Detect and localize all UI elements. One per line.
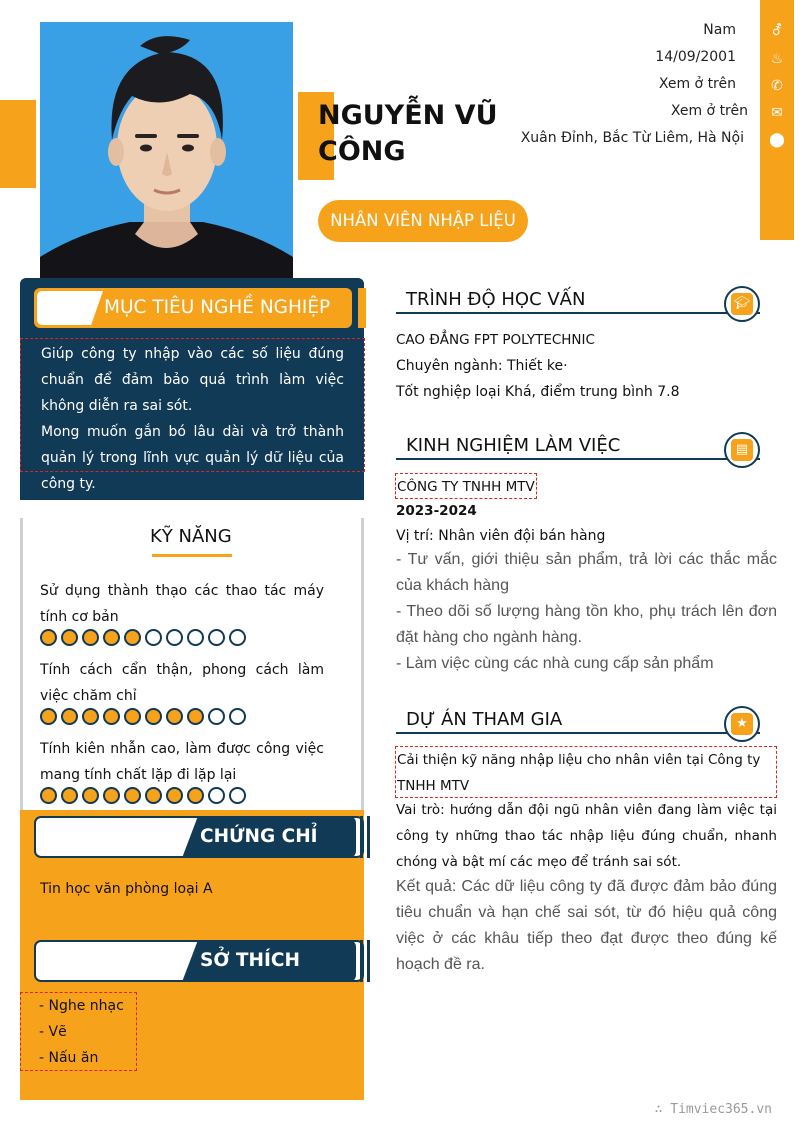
graduation-cap-icon: 🎓︎ xyxy=(724,286,760,322)
rating-dot-filled xyxy=(103,629,120,646)
envelope-icon: ✉ xyxy=(771,105,783,121)
left-accent-block xyxy=(0,100,36,188)
rating-dot-filled xyxy=(124,787,141,804)
hobby-item: - Nấu ăn xyxy=(39,1050,99,1066)
rating-dot-filled xyxy=(40,708,57,725)
hobbies-list xyxy=(20,992,137,1071)
skills-underline xyxy=(152,554,232,557)
career-header-tail xyxy=(358,288,366,328)
rating-dot-empty xyxy=(229,629,246,646)
education-grade: Tốt nghiệp loại Khá, điểm trung bình 7.8 xyxy=(396,384,680,400)
rating-dot-filled xyxy=(124,629,141,646)
hobby-item: - Nghe nhạc xyxy=(39,998,124,1014)
skill-rating-1 xyxy=(40,629,246,647)
profile-photo xyxy=(40,22,293,282)
hobbies-title: SỞ THÍCH xyxy=(200,950,300,971)
address-text: Xuân Đỉnh, Bắc Từ Liêm, Hà Nội xyxy=(520,130,744,146)
rating-dot-filled xyxy=(61,629,78,646)
full-name: NGUYỄN VŨ CÔNG xyxy=(318,100,498,167)
rating-dot-empty xyxy=(229,787,246,804)
project-result: Kết quả: Các dữ liệu công ty đã được đảm bảo đúng tiêu chuẩn và hạn chế sai sót, từ đó hiệu quả công việc ở các khâu tiếp theo đạt được theo đúng kế hoạch đề ra. xyxy=(396,878,777,973)
skill-rating-3 xyxy=(40,787,246,805)
rating-dot-empty xyxy=(208,708,225,725)
email-text: Xem ở trên xyxy=(670,103,748,119)
hobby-item: - Vẽ xyxy=(39,1024,67,1040)
experience-company: CÔNG TY TNHH MTV xyxy=(395,473,537,499)
rating-dot-empty xyxy=(208,629,225,646)
projects-title: DỰ ÁN THAM GIA xyxy=(406,709,563,730)
rating-dot-filled xyxy=(166,787,183,804)
experience-divider xyxy=(396,458,760,460)
projects-divider xyxy=(396,732,760,734)
phone-text: Xem ở trên xyxy=(658,76,736,92)
rating-dot-empty xyxy=(229,708,246,725)
education-divider xyxy=(396,312,760,314)
folder-star-icon: ★ xyxy=(724,706,760,742)
rating-dot-filled xyxy=(82,787,99,804)
experience-period: 2023-2024 xyxy=(396,503,477,519)
rating-dot-empty xyxy=(145,629,162,646)
rating-dot-filled xyxy=(40,787,57,804)
education-title: TRÌNH ĐỘ HỌC VẤN xyxy=(406,289,586,310)
gender-icon: ⚦ xyxy=(771,23,783,39)
location-pin-icon: ⬤ xyxy=(769,132,785,148)
certificate-item: Tin học văn phòng loại A xyxy=(40,881,213,897)
rating-dot-filled xyxy=(103,708,120,725)
rating-dot-filled xyxy=(166,708,183,725)
skill-text-1: Sử dụng thành thạo các thao tác máy tính cơ bản xyxy=(40,583,324,625)
birthday-cake-icon: ♨ xyxy=(770,51,784,67)
rating-dot-filled xyxy=(187,708,204,725)
duty-item: - Tư vấn, giới thiệu sản phẩm, trả lời các thắc mắc của khách hàng xyxy=(396,551,777,594)
skill-rating-2 xyxy=(40,708,246,726)
career-header-bar xyxy=(34,288,352,328)
certificate-icon: ▤ xyxy=(724,432,760,468)
rating-dot-filled xyxy=(82,708,99,725)
phone-icon: ✆ xyxy=(771,78,783,94)
rating-dot-filled xyxy=(61,708,78,725)
rating-dot-filled xyxy=(103,787,120,804)
certificates-header xyxy=(34,816,370,858)
watermark: ∴ Timviec365.vn xyxy=(654,1102,772,1117)
certificates-title: CHỨNG CHỈ xyxy=(200,826,318,847)
skill-text-3: Tính kiên nhẫn cao, làm được công việc mang tính chất lặp đi lặp lại xyxy=(40,741,324,783)
skill-text-2: Tính cách cẩn thận, phong cách làm việc chăm chỉ xyxy=(40,662,324,704)
rating-dot-filled xyxy=(145,708,162,725)
rating-dot-filled xyxy=(145,787,162,804)
skills-title: KỸ NĂNG xyxy=(150,526,232,547)
rating-dot-empty xyxy=(166,629,183,646)
career-line-1: Giúp công ty nhập vào các số liệu đúng chuẩn để đảm bảo quá trình làm việc không diễn ra sai sót. xyxy=(41,346,344,414)
project-role: Vai trò: hướng dẫn đội ngũ nhân viên đang làm việc tại công ty những thao tác nhập liệu đúng chuẩn, nhanh chóng và bật mí các mẹo để tránh sai sót. xyxy=(396,802,777,870)
duty-item: - Làm việc cùng các nhà cung cấp sản phẩm xyxy=(396,655,714,672)
gender-text: Nam xyxy=(703,22,736,38)
experience-position: Vị trí: Nhân viên đội bán hàng xyxy=(396,528,606,544)
rating-dot-empty xyxy=(187,629,204,646)
project-name: Cải thiện kỹ năng nhập liệu cho nhân viên tại Công ty TNHH MTV xyxy=(395,746,777,798)
career-objective-text xyxy=(20,338,365,492)
career-title: MỤC TIÊU NGHỀ NGHIỆP xyxy=(104,297,331,318)
birthday-text: 14/09/2001 xyxy=(655,49,736,65)
hobbies-header xyxy=(34,940,370,982)
rating-dot-filled xyxy=(61,787,78,804)
rating-dot-filled xyxy=(82,629,99,646)
rating-dot-filled xyxy=(187,787,204,804)
rating-dot-filled xyxy=(40,629,57,646)
experience-title: KINH NGHIỆM LÀM VIỆC xyxy=(406,435,621,456)
education-school: CAO ĐẲNG FPT POLYTECHNIC xyxy=(396,332,595,348)
rating-dot-filled xyxy=(124,708,141,725)
job-title-badge: NHÂN VIÊN NHẬP LIỆU xyxy=(318,200,528,242)
career-line-2: Mong muốn gắn bó lâu dài và trở thành quản lý trong lĩnh vực quản lý dữ liệu của công ty. xyxy=(41,424,344,492)
rating-dot-empty xyxy=(208,787,225,804)
education-major: Chuyên ngành: Thiết ke· xyxy=(396,358,568,374)
duty-item: - Theo dõi số lượng hàng tồn kho, phụ trách lên đơn đặt hàng cho ngành hàng. xyxy=(396,603,777,646)
experience-duties xyxy=(396,547,777,677)
